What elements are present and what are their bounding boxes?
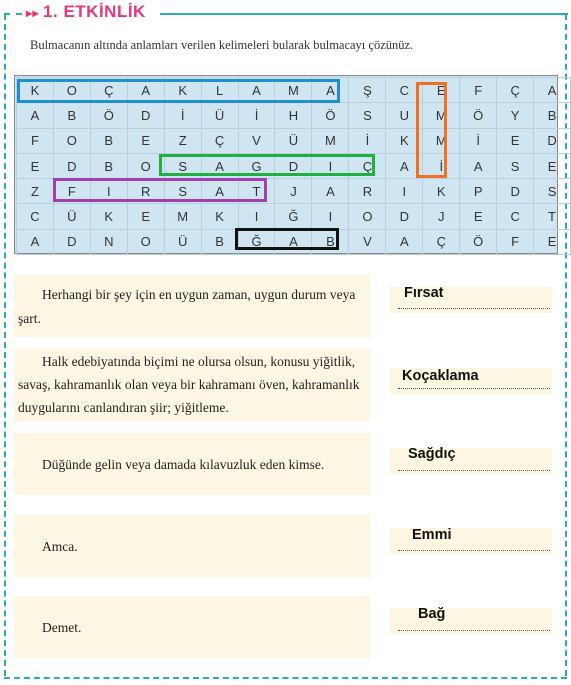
grid-cell[interactable]: Ö	[312, 103, 349, 128]
highlight-bag	[235, 228, 339, 250]
grid-cell[interactable]: Ö	[460, 229, 497, 254]
grid-cell[interactable]: O	[53, 78, 90, 103]
grid-cell[interactable]: U	[386, 103, 423, 128]
grid-cell[interactable]: Ö	[460, 103, 497, 128]
grid-cell[interactable]: D	[534, 128, 571, 153]
grid-cell[interactable]: E	[534, 153, 571, 178]
grid-cell[interactable]: A	[201, 179, 238, 204]
frame-top-left-border	[4, 13, 22, 15]
grid-cell[interactable]: A	[534, 78, 571, 103]
grid-cell[interactable]: Ö	[90, 103, 127, 128]
grid-cell[interactable]: A	[17, 103, 54, 128]
grid-cell[interactable]: A	[312, 78, 349, 103]
grid-cell[interactable]: F	[460, 78, 497, 103]
answer-line-1[interactable]	[398, 308, 550, 309]
grid-cell[interactable]: D	[53, 229, 90, 254]
grid-cell[interactable]: A	[386, 229, 423, 254]
grid-cell[interactable]: İ	[349, 128, 386, 153]
grid-cell[interactable]: Ç	[90, 78, 127, 103]
grid-cell[interactable]: A	[312, 179, 349, 204]
grid-cell[interactable]: C	[386, 78, 423, 103]
grid-cell[interactable]: E	[497, 128, 534, 153]
grid-cell[interactable]: R	[127, 179, 164, 204]
answer-4: Emmi	[412, 527, 452, 543]
grid-cell[interactable]: Ğ	[275, 204, 312, 229]
grid-cell[interactable]: B	[90, 128, 127, 153]
grid-cell[interactable]: A	[238, 78, 275, 103]
grid-cell[interactable]: I	[312, 204, 349, 229]
grid-row	[17, 128, 571, 153]
grid-row	[17, 204, 571, 229]
grid-cell[interactable]: Ü	[164, 229, 201, 254]
grid-cell[interactable]: S	[497, 153, 534, 178]
grid-cell[interactable]: E	[127, 128, 164, 153]
grid-cell[interactable]: A	[201, 153, 238, 178]
grid-cell[interactable]: Z	[17, 179, 54, 204]
answer-line-4[interactable]	[398, 550, 550, 551]
grid-cell[interactable]: B	[90, 153, 127, 178]
question-text-5: Demet.	[42, 620, 82, 635]
grid-cell[interactable]: I	[90, 179, 127, 204]
grid-cell[interactable]: Ç	[497, 78, 534, 103]
frame-top-border	[160, 13, 568, 15]
grid-cell[interactable]: E	[127, 204, 164, 229]
grid-cell[interactable]: O	[349, 204, 386, 229]
answer-line-5[interactable]	[398, 630, 550, 631]
grid-cell[interactable]: A	[17, 229, 54, 254]
grid-cell[interactable]: Z	[164, 128, 201, 153]
grid-cell[interactable]: K	[164, 78, 201, 103]
grid-cell[interactable]: S	[349, 103, 386, 128]
grid-cell[interactable]: J	[423, 204, 460, 229]
grid-cell[interactable]: A	[127, 78, 164, 103]
grid-cell[interactable]: G	[238, 153, 275, 178]
grid-cell[interactable]: D	[497, 179, 534, 204]
grid-cell[interactable]: I	[312, 153, 349, 178]
answer-line-3[interactable]	[398, 470, 550, 471]
frame-bottom-border	[4, 677, 567, 679]
grid-cell[interactable]: K	[386, 128, 423, 153]
frame-left-border	[4, 14, 6, 676]
grid-cell[interactable]: Ü	[53, 204, 90, 229]
grid-cell[interactable]: S	[164, 153, 201, 178]
instruction-text: Bulmacanın altında anlamları verilen kelimeleri bularak bulmacayı çözünüz.	[30, 38, 414, 52]
grid-cell[interactable]: İ	[423, 153, 460, 178]
grid-cell[interactable]: Ç	[423, 229, 460, 254]
grid-cell[interactable]: İ	[164, 103, 201, 128]
question-box-5	[14, 596, 370, 658]
grid-cell[interactable]: A	[275, 229, 312, 254]
question-box-1	[14, 275, 370, 337]
answer-line-2[interactable]	[398, 388, 550, 389]
activity-title-text: 1. ETKİNLİK	[43, 2, 146, 21]
grid-cell[interactable]: D	[53, 153, 90, 178]
grid-cell[interactable]: O	[127, 229, 164, 254]
grid-cell[interactable]: M	[423, 128, 460, 153]
grid-cell[interactable]: E	[17, 153, 54, 178]
grid-cell[interactable]: O	[53, 128, 90, 153]
grid-cell[interactable]: Ş	[349, 78, 386, 103]
grid-cell[interactable]: Ğ	[238, 229, 275, 254]
grid-cell[interactable]: E	[534, 229, 571, 254]
grid-cell[interactable]: F	[17, 128, 54, 153]
grid-cell[interactable]: D	[127, 103, 164, 128]
activity-title	[26, 2, 146, 22]
grid-cell[interactable]: C	[17, 204, 54, 229]
grid-cell[interactable]: E	[423, 78, 460, 103]
grid-cell[interactable]: J	[275, 179, 312, 204]
answer-3: Sağdıç	[408, 446, 456, 462]
grid-cell[interactable]: Ü	[201, 103, 238, 128]
grid-cell[interactable]: M	[275, 78, 312, 103]
grid-cell[interactable]: Ç	[201, 128, 238, 153]
grid-cell[interactable]: I	[238, 204, 275, 229]
grid-cell[interactable]: K	[201, 204, 238, 229]
double-arrow-icon: ▸▸	[26, 6, 40, 20]
grid-cell[interactable]: C	[497, 204, 534, 229]
question-box-4	[14, 515, 370, 577]
grid-cell[interactable]: T	[238, 179, 275, 204]
question-text-3: Düğünde gelin veya damada kılavuzluk eden kimse.	[42, 457, 325, 472]
grid-cell[interactable]: D	[386, 204, 423, 229]
question-text-2: Halk edebiyatında biçimi ne olursa olsun, konusu yiğitlik, savaş, kahramanlık olan veya bir kahramanı öven, kahramanlık duygularını canlandıran şiir; yiğitleme.	[18, 354, 360, 415]
highlight-firsat	[53, 178, 267, 202]
grid-cell[interactable]: Y	[497, 103, 534, 128]
highlight-emmi	[416, 82, 447, 178]
grid-cell[interactable]: I	[386, 179, 423, 204]
grid-cell[interactable]: İ	[238, 103, 275, 128]
grid-cell[interactable]: İ	[460, 128, 497, 153]
grid-cell[interactable]: H	[275, 103, 312, 128]
grid-cell[interactable]: Ç	[349, 153, 386, 178]
grid-cell[interactable]: B	[201, 229, 238, 254]
grid-cell[interactable]: L	[201, 78, 238, 103]
grid-cell[interactable]: R	[349, 179, 386, 204]
grid-cell[interactable]: N	[90, 229, 127, 254]
grid-cell[interactable]: P	[460, 179, 497, 204]
grid-cell[interactable]: O	[127, 153, 164, 178]
grid-cell[interactable]: K	[423, 179, 460, 204]
grid-cell[interactable]: V	[238, 128, 275, 153]
grid-cell[interactable]: M	[164, 204, 201, 229]
highlight-sagdic	[159, 154, 375, 176]
grid-cell[interactable]: K	[17, 78, 54, 103]
grid-cell[interactable]: B	[312, 229, 349, 254]
grid-cell[interactable]: V	[349, 229, 386, 254]
grid-cell[interactable]: B	[53, 103, 90, 128]
highlight-kocaklama	[17, 79, 340, 103]
grid-cell[interactable]: S	[534, 179, 571, 204]
grid-cell[interactable]: E	[460, 204, 497, 229]
question-box-3	[14, 433, 370, 495]
grid-cell[interactable]: S	[164, 179, 201, 204]
question-box-2	[14, 349, 370, 421]
grid-cell[interactable]: A	[386, 153, 423, 178]
grid-cell[interactable]: F	[53, 179, 90, 204]
grid-cell[interactable]: M	[423, 103, 460, 128]
question-text-1: Herhangi bir şey için en uygun zaman, uygun durum veya şart.	[18, 287, 356, 326]
grid-cell[interactable]: Ü	[275, 128, 312, 153]
grid-cell[interactable]: M	[312, 128, 349, 153]
grid-cell[interactable]: K	[90, 204, 127, 229]
answer-2: Koçaklama	[402, 368, 479, 384]
answer-5: Bağ	[418, 606, 446, 622]
grid-row	[17, 103, 571, 128]
grid-cell[interactable]: B	[534, 103, 571, 128]
question-text-4: Amca.	[42, 539, 78, 554]
grid-cell[interactable]: T	[534, 204, 571, 229]
grid-cell[interactable]: F	[497, 229, 534, 254]
answer-1: Fırsat	[404, 285, 444, 301]
grid-cell[interactable]: A	[460, 153, 497, 178]
grid-cell[interactable]: D	[275, 153, 312, 178]
